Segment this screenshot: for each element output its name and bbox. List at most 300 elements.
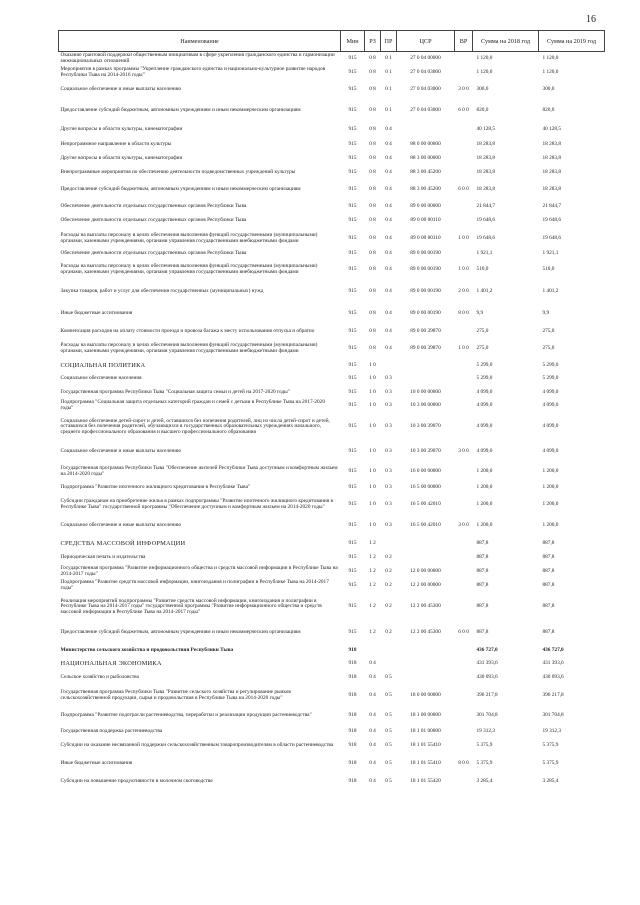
- row-min: 915: [348, 361, 357, 368]
- row-sum-2019: 301 704,8: [542, 712, 564, 719]
- row-rz: 1 2: [369, 603, 376, 610]
- row-vr: [455, 386, 473, 399]
- table-row: [59, 80, 605, 100]
- row-vr: [455, 671, 473, 685]
- header-pr: ПР: [381, 31, 397, 52]
- row-min: 915: [348, 288, 357, 295]
- row-sum-2019: 9,9: [542, 310, 550, 317]
- table-row: [59, 52, 605, 67]
- row-csr: 89 0 00 00000: [410, 203, 441, 210]
- row-pr: 0 4: [385, 266, 392, 273]
- row-csr: 88 0 00 00000: [410, 140, 441, 147]
- table-row: [59, 463, 605, 481]
- row-vr: [455, 359, 473, 372]
- row-csr: 10 3 00 39070: [410, 423, 441, 430]
- row-sum-2019: 19 648,6: [542, 234, 562, 241]
- row-vr: 1 0 0: [458, 345, 469, 352]
- row-min: 915: [348, 203, 357, 210]
- row-vr: [455, 593, 473, 621]
- row-name: Социальное обеспечение населения: [60, 375, 142, 382]
- row-sum-2019: 396 217,8: [542, 692, 564, 699]
- row-vr: [455, 725, 473, 739]
- row-pr: 0 1: [385, 55, 392, 62]
- row-name: СРЕДСТВА МАССОВОЙ ИНФОРМАЦИИ: [60, 540, 186, 548]
- row-vr: [455, 200, 473, 214]
- row-csr: 89 0 00 39870: [410, 345, 441, 352]
- table-row: [59, 775, 605, 789]
- row-rz: 0 8: [369, 288, 376, 295]
- row-name: Подпрограмма "Развитие средств массовой информации, книгоиздания и полиграфии в Республике Тыва на 2014-2017 годы": [60, 579, 329, 591]
- row-rz: 1 2: [369, 629, 376, 636]
- row-sum-2019: 300,0: [542, 86, 555, 93]
- table-row: [59, 551, 605, 565]
- table-row: [59, 579, 605, 593]
- row-name: НАЦИОНАЛЬНАЯ ЭКОНОМИКА: [60, 660, 162, 668]
- row-pr: 0 3: [385, 402, 392, 409]
- table-row: [59, 339, 605, 359]
- row-csr: 12 0 00 00000: [410, 568, 441, 575]
- row-rz: 0 4: [369, 692, 376, 699]
- row-vr: [455, 152, 473, 166]
- row-sum-2018: 1 200,0: [476, 484, 493, 491]
- row-pr: 0 3: [385, 484, 392, 491]
- row-min: 915: [348, 186, 357, 193]
- row-rz: 0 8: [369, 140, 376, 147]
- row-rz: 0 8: [369, 345, 376, 352]
- row-sum-2019: 887,8: [542, 603, 555, 610]
- table-row: [59, 739, 605, 753]
- row-pr: 0 4: [385, 328, 392, 335]
- row-pr: 0 5: [385, 674, 392, 681]
- row-min: 918: [348, 692, 357, 699]
- row-sum-2019: 3 285,4: [542, 778, 559, 785]
- row-sum-2018: 1 200,0: [476, 468, 493, 475]
- header-min: Мин: [341, 31, 365, 52]
- row-min: 915: [348, 402, 357, 409]
- row-name: Иные бюджетные ассигнования: [60, 760, 133, 767]
- row-vr: [455, 685, 473, 707]
- row-min: 915: [348, 522, 357, 529]
- row-csr: [397, 372, 455, 386]
- row-rz: 1 2: [369, 540, 376, 547]
- row-rz: 1 2: [369, 554, 376, 561]
- row-sum-2019: 5 299,0: [542, 361, 559, 368]
- table-row: [59, 593, 605, 621]
- row-rz: 1 2: [369, 568, 376, 575]
- row-rz: 1 0: [369, 522, 376, 529]
- table-row: [59, 214, 605, 228]
- header-rz: РЗ: [365, 31, 381, 52]
- row-name: Расходы на выплаты персоналу в целях обеспечения выполнения функций государственными (муниципальными) органами, казенными учреждениями, органами управления государственными внебюджетными фондами: [60, 342, 318, 354]
- row-name: Обеспечение деятельности отдельных государственных органов Республики Тыва: [60, 203, 247, 210]
- row-name: Сельское хозяйство и рыболовство: [60, 674, 140, 681]
- row-csr: 88 3 00 00000: [410, 155, 441, 162]
- row-csr: 12 2 00 45300: [410, 603, 441, 610]
- row-vr: 2 0 0: [458, 288, 469, 295]
- row-vr: [455, 645, 473, 657]
- row-sum-2019: 887,8: [542, 554, 555, 561]
- row-vr: [455, 249, 473, 259]
- row-sum-2018: 5 299,0: [476, 375, 493, 382]
- row-rz: 1 0: [369, 484, 376, 491]
- row-vr: [455, 775, 473, 789]
- row-rz: 1 0: [369, 375, 376, 382]
- row-rz: 0 8: [369, 55, 376, 62]
- row-rz: 1 0: [369, 501, 376, 508]
- row-sum-2018: 1 200,0: [476, 522, 493, 529]
- row-rz: 0 8: [369, 250, 376, 257]
- row-min: 915: [348, 55, 357, 62]
- row-sum-2019: 5 375,9: [542, 760, 559, 767]
- row-name: Обеспечение деятельности отдельных государственных органов Республики Тыва: [60, 250, 247, 257]
- row-sum-2018: 40 128,5: [476, 125, 496, 132]
- row-vr: [455, 579, 473, 593]
- row-min: 915: [348, 234, 357, 241]
- row-pr: 0 4: [385, 155, 392, 162]
- table-row: [59, 707, 605, 725]
- row-csr: 88 3 00 45200: [410, 186, 441, 193]
- row-min: 915: [348, 310, 357, 317]
- row-sum-2019: 19 312,3: [542, 728, 562, 735]
- row-rz: 0 4: [369, 660, 376, 667]
- row-vr: [455, 137, 473, 152]
- row-min: 915: [348, 125, 357, 132]
- row-csr: [397, 122, 455, 137]
- row-rz: [365, 645, 381, 657]
- row-name: Реализация мероприятий подпрограммы "Развитие средств массовой информации, книгоиздания и полиграфии в Республике Тыва на 2014-2017 годы" государственной программы "Развитие информационного общества и средств массовой информации в Республике Тыва на 2014-2017 годы": [60, 597, 322, 615]
- row-sum-2018: 9,9: [476, 310, 484, 317]
- row-rz: 0 8: [369, 186, 376, 193]
- row-sum-2018: 1 120,0: [476, 55, 493, 62]
- row-name: Государственная программа Республики Тыва "Обеспечение жителей Республики Тыва доступным и комфортным жильем на 2014-2020 годы": [60, 465, 338, 477]
- row-sum-2019: 18 283,8: [542, 155, 562, 162]
- row-rz: 1 0: [369, 468, 376, 475]
- row-csr: [397, 359, 455, 372]
- header-sum-2018: Сумма на 2018 год: [473, 31, 539, 52]
- row-csr: 89 0 00 00110: [410, 217, 441, 224]
- row-vr: 6 0 0: [458, 186, 469, 193]
- row-rz: 0 8: [369, 234, 376, 241]
- row-pr: 0 3: [385, 388, 392, 395]
- row-sum-2018: 5 299,0: [476, 361, 493, 368]
- row-sum-2018: 431 393,6: [476, 660, 498, 667]
- table-row: [59, 386, 605, 399]
- row-sum-2019: 1 120,0: [542, 69, 559, 76]
- row-min: 915: [348, 217, 357, 224]
- row-vr: [455, 372, 473, 386]
- row-vr: 8 0 0: [458, 760, 469, 767]
- table-row: [59, 359, 605, 372]
- row-min: 915: [348, 629, 357, 636]
- row-sum-2019: 1 200,0: [542, 522, 559, 529]
- row-sum-2018: 301 704,8: [476, 712, 498, 719]
- row-pr: 0 5: [385, 742, 392, 749]
- row-rz: 0 8: [369, 155, 376, 162]
- row-vr: 3 0 0: [458, 522, 469, 529]
- row-csr: 27 0 04 03000: [410, 107, 441, 114]
- row-sum-2018: 887,8: [476, 582, 489, 589]
- row-csr: 10 3 00 39070: [410, 448, 441, 455]
- row-name: Социальное обеспечение детей-сирот и детей, оставшихся без попечения родителей, лиц из числа детей-сирот и детей, оставшихся без попечения родителей, обучающихся в государственных образовательных учреждениях начального, среднего профессионального образования и высшего профессионального образования: [60, 417, 330, 435]
- row-pr: 0 1: [385, 107, 392, 114]
- row-pr: 0 4: [385, 288, 392, 295]
- table-row: [59, 495, 605, 515]
- row-csr: 16 5 00 42010: [410, 501, 441, 508]
- row-sum-2019: 1 200,0: [542, 484, 559, 491]
- row-name: Непрограммное направление в области культуры: [60, 140, 172, 147]
- row-pr: 0 3: [385, 501, 392, 508]
- table-row: [59, 372, 605, 386]
- row-pr: 0 3: [385, 375, 392, 382]
- row-sum-2018: 5 375,9: [476, 760, 493, 767]
- page-number: 16: [586, 14, 596, 25]
- row-sum-2019: 887,8: [542, 540, 555, 547]
- row-sum-2018: 300,0: [476, 86, 489, 93]
- row-vr: [455, 66, 473, 80]
- header-csr: ЦСР: [397, 31, 455, 52]
- row-vr: 6 0 0: [458, 629, 469, 636]
- row-min: 915: [348, 328, 357, 335]
- row-min: 918: [348, 778, 357, 785]
- row-vr: [455, 565, 473, 579]
- row-sum-2018: 820,0: [476, 107, 489, 114]
- header-sum-2019: Сумма на 2019 год: [539, 31, 605, 52]
- table-row: [59, 66, 605, 80]
- row-csr: 89 0 00 00190: [410, 250, 441, 257]
- table-body: [59, 52, 605, 790]
- row-name: Иные бюджетные ассигнования: [60, 310, 133, 317]
- row-min: 915: [348, 603, 357, 610]
- table-row: [59, 537, 605, 551]
- row-sum-2019: 1 921,1: [542, 250, 559, 257]
- row-vr: [455, 551, 473, 565]
- row-sum-2019: 510,0: [542, 266, 555, 273]
- row-csr: 10 0 00 00000: [410, 388, 441, 395]
- row-vr: [455, 399, 473, 413]
- row-sum-2018: 430 093,6: [476, 674, 498, 681]
- row-pr: 0 3: [385, 448, 392, 455]
- row-sum-2019: 820,0: [542, 107, 555, 114]
- row-sum-2018: 21 844,7: [476, 203, 496, 210]
- row-name: Министерство сельского хозяйства и продовольствия Республики Тыва: [60, 647, 234, 654]
- row-min: 915: [348, 86, 357, 93]
- row-csr: 18 1 01 55410: [410, 742, 441, 749]
- row-sum-2018: 19 312,3: [476, 728, 496, 735]
- row-sum-2018: 4 099,0: [476, 388, 493, 395]
- row-vr: [455, 122, 473, 137]
- row-sum-2019: 18 283,8: [542, 169, 562, 176]
- row-name: Периодическая печать и издательства: [60, 554, 146, 561]
- table-row: [59, 413, 605, 441]
- row-name: Государственная программа Республики Тыва "Развитие сельского хозяйства и регулирование рынков сельскохозяйственной продукции, сырья и продовольствия в Республике Тыва на 2014-2020 годы": [60, 689, 291, 701]
- table-row: [59, 753, 605, 775]
- row-name: Социальное обеспечение и иные выплаты населению: [60, 448, 182, 455]
- table-row: [59, 725, 605, 739]
- row-sum-2019: 430 093,6: [542, 674, 564, 681]
- header-name: Наименование: [59, 31, 341, 52]
- row-sum-2019: 887,8: [542, 568, 555, 575]
- row-name: Оказание грантовой поддержки общественным инициативам в сфере укрепления гражданского единства и гармонизации межнациональных отношений: [60, 52, 335, 64]
- row-sum-2018: 1 401,2: [476, 288, 493, 295]
- row-sum-2018: 18 283,8: [476, 186, 496, 193]
- row-csr: [397, 671, 455, 685]
- table-row: [59, 303, 605, 325]
- row-sum-2018: 275,0: [476, 328, 489, 335]
- row-name: Расходы на выплаты персоналу в целях обеспечения выполнения функций государственными (муниципальными) органами, казенными учреждениями, органами управления государственными внебюджетными фондами: [60, 231, 318, 244]
- row-sum-2018: 887,8: [476, 554, 489, 561]
- row-sum-2019: 19 648,6: [542, 217, 562, 224]
- row-vr: [455, 214, 473, 228]
- row-sum-2018: 396 217,8: [476, 692, 498, 699]
- row-rz: 0 8: [369, 125, 376, 132]
- row-rz: 0 4: [369, 728, 376, 735]
- table-header: [59, 31, 605, 52]
- row-sum-2018: 19 648,6: [476, 234, 496, 241]
- row-vr: 3 0 0: [458, 86, 469, 93]
- row-sum-2019: 4 099,0: [542, 448, 559, 455]
- row-name: Подпрограмма "Развитие подотрасли растениеводства, переработки и реализации продукции растениеводства": [60, 712, 312, 719]
- row-sum-2019: 436 727,0: [542, 647, 564, 654]
- row-vr: [455, 707, 473, 725]
- row-csr: 16 5 00 00000: [410, 484, 441, 491]
- row-min: 915: [348, 69, 357, 76]
- row-name: Обеспечение деятельности отдельных государственных органов Республики Тыва: [60, 217, 247, 224]
- row-sum-2018: 887,8: [476, 568, 489, 575]
- table-row: [59, 399, 605, 413]
- row-csr: 89 0 00 00110: [410, 234, 441, 241]
- row-vr: [455, 166, 473, 180]
- row-pr: 0 1: [385, 86, 392, 93]
- row-rz: 0 8: [369, 86, 376, 93]
- row-vr: [455, 537, 473, 551]
- row-rz: 1 2: [369, 582, 376, 589]
- row-rz: 0 4: [369, 674, 376, 681]
- row-rz: 0 8: [369, 69, 376, 76]
- row-sum-2019: 1 200,0: [542, 501, 559, 508]
- row-min: 915: [348, 107, 357, 114]
- row-rz: 1 0: [369, 402, 376, 409]
- row-sum-2019: 4 099,0: [542, 402, 559, 409]
- row-sum-2018: 3 285,4: [476, 778, 493, 785]
- row-sum-2019: 5 375,9: [542, 742, 559, 749]
- row-vr: [455, 463, 473, 481]
- row-name: Социальное обеспечение и иные выплаты населению: [60, 522, 182, 529]
- table-row: [59, 152, 605, 166]
- row-sum-2019: 18 283,8: [542, 186, 562, 193]
- row-name: Субсидии гражданам на приобретение жилья в рамках подпрограммы "Развитие ипотечного жилищного кредитования в Республике Тыва" государственной программы "Обеспечение доступным и комфортным жильем на 2014-2020 годы": [60, 498, 334, 510]
- row-pr: 0 2: [385, 629, 392, 636]
- row-rz: 0 8: [369, 217, 376, 224]
- table-row: [59, 122, 605, 137]
- row-sum-2019: 40 128,5: [542, 125, 562, 132]
- row-rz: 1 0: [369, 361, 376, 368]
- row-pr: [381, 359, 397, 372]
- row-rz: 1 0: [369, 423, 376, 430]
- row-min: 915: [348, 501, 357, 508]
- row-sum-2019: 887,8: [542, 582, 555, 589]
- row-csr: 16 5 00 42010: [410, 522, 441, 529]
- row-min: 915: [348, 448, 357, 455]
- row-name: Государственная программа Республики Тыва "Социальная защита семьи и детей на 2017-2020 годы": [60, 388, 290, 395]
- row-min: 915: [348, 423, 357, 430]
- row-min: 915: [348, 266, 357, 273]
- row-min: 915: [348, 140, 357, 147]
- row-rz: 1 0: [369, 448, 376, 455]
- row-name: Субсидии на повышение продуктивности в молочном скотоводстве: [60, 778, 213, 785]
- row-pr: 0 4: [385, 217, 392, 224]
- row-csr: 12 2 00 45300: [410, 629, 441, 636]
- table-row: [59, 100, 605, 122]
- row-csr: [397, 657, 455, 671]
- row-sum-2018: 18 283,8: [476, 169, 496, 176]
- row-rz: 0 8: [369, 169, 376, 176]
- row-pr: 0 5: [385, 712, 392, 719]
- row-sum-2018: 19 648,6: [476, 217, 496, 224]
- row-sum-2018: 1 120,0: [476, 69, 493, 76]
- row-rz: 0 4: [369, 712, 376, 719]
- row-pr: 0 4: [385, 345, 392, 352]
- row-sum-2018: 1 921,1: [476, 250, 493, 257]
- table-row: [59, 565, 605, 579]
- row-rz: 0 8: [369, 310, 376, 317]
- row-vr: 8 0 0: [458, 310, 469, 317]
- row-pr: [381, 657, 397, 671]
- table-row: [59, 515, 605, 537]
- row-min: 918: [348, 712, 357, 719]
- row-sum-2019: 4 099,0: [542, 423, 559, 430]
- row-name: Закупка товаров, работ и услуг для обеспечения государственных (муниципальных) нужд: [60, 288, 264, 295]
- row-pr: 0 2: [385, 568, 392, 575]
- row-csr: 18 0 00 00000: [410, 692, 441, 699]
- row-csr: 27 0 04 03000: [410, 86, 441, 93]
- row-pr: 0 5: [385, 778, 392, 785]
- table-row: [59, 180, 605, 200]
- row-sum-2019: 431 393,6: [542, 660, 564, 667]
- row-sum-2019: 5 299,0: [542, 375, 559, 382]
- row-name: Субсидии на оказание несвязанной поддержки сельскохозяйственным товаропроизводителям в области растениеводства: [60, 742, 334, 749]
- row-csr: 89 0 00 39870: [410, 328, 441, 335]
- row-pr: 0 4: [385, 140, 392, 147]
- row-pr: 0 4: [385, 125, 392, 132]
- row-sum-2018: 275,0: [476, 345, 489, 352]
- table-row: [59, 325, 605, 339]
- table-row: [59, 200, 605, 214]
- row-pr: 0 5: [385, 728, 392, 735]
- table-row: [59, 137, 605, 152]
- row-pr: 0 4: [385, 169, 392, 176]
- row-min: 918: [348, 647, 357, 654]
- row-csr: [397, 645, 455, 657]
- row-pr: 0 3: [385, 468, 392, 475]
- row-sum-2018: 4 099,0: [476, 402, 493, 409]
- row-min: 918: [348, 728, 357, 735]
- row-pr: 0 2: [385, 582, 392, 589]
- row-rz: 0 4: [369, 742, 376, 749]
- row-min: 915: [348, 155, 357, 162]
- row-csr: 27 0 04 03000: [410, 69, 441, 76]
- row-sum-2019: 275,0: [542, 345, 555, 352]
- table-row: [59, 481, 605, 495]
- row-name: Государственная поддержка растениеводства: [60, 728, 163, 735]
- header-vr: ВР: [455, 31, 473, 52]
- budget-table: [58, 30, 605, 789]
- row-min: 915: [348, 468, 357, 475]
- row-sum-2019: 275,0: [542, 328, 555, 335]
- row-min: 918: [348, 742, 357, 749]
- row-name: Предоставление субсидий бюджетным, автономным учреждениям и иным некоммерческим организациям: [60, 629, 301, 636]
- row-sum-2019: 21 844,7: [542, 203, 562, 210]
- row-csr: [397, 551, 455, 565]
